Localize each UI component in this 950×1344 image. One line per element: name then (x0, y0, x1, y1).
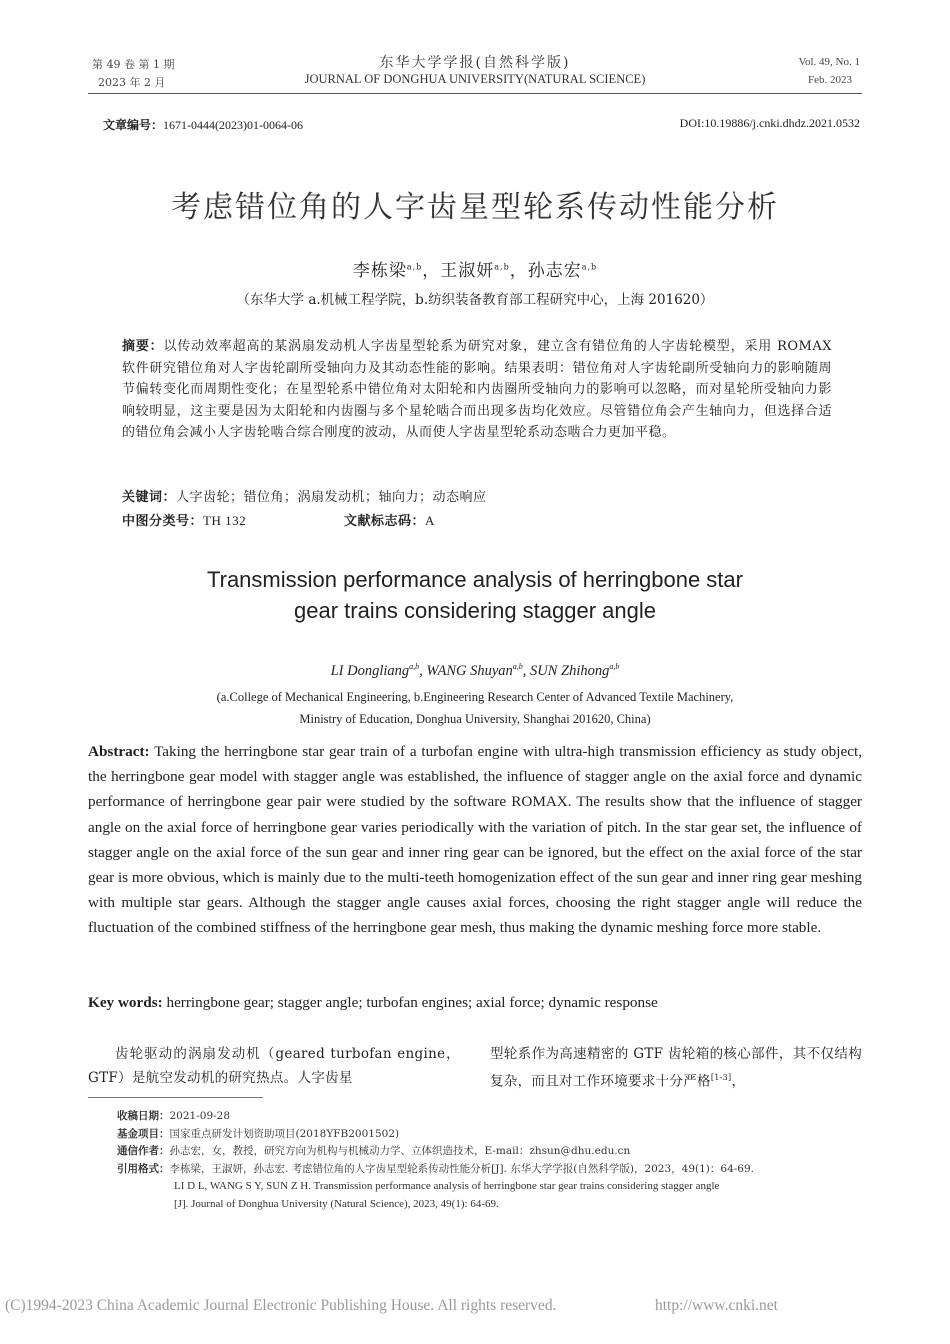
body-right-column: 型轮系作为高速精密的 GTF 齿轮箱的核心部件，其不仅结构复杂，而且对工作环境要求十分严格[1-3]， (490, 1046, 862, 1090)
journal-name-en: JOURNAL OF DONGHUA UNIVERSITY(NATURAL SCIENCE) (304, 72, 646, 86)
journal-name-cn: 东华大学学报(自然科学版) (379, 55, 571, 71)
volume-en: Vol. 49, No. 1 (798, 56, 860, 68)
keywords-en: Key words: herringbone gear; stagger angle; turbofan engines; axial force; dynamic response (88, 994, 658, 1011)
abstract-cn-label: 摘要： (122, 339, 164, 354)
title-en-line2: gear trains considering stagger angle (293, 598, 656, 623)
article-no-label: 文章编号： (103, 118, 164, 132)
page-title: 考虑错位角的人字齿星型轮系传动性能分析 (171, 190, 779, 225)
article-number (103, 116, 303, 133)
author-1: 李栋梁 (352, 261, 407, 281)
volume-issue: 第 49 卷 第 1 期 (92, 58, 175, 71)
affiliation-cn: （东华大学 a.机械工程学院，b.纺织装备教育部工程研究中心，上海 201620） (236, 292, 714, 308)
document-code-cn: 文献标志码：A (344, 513, 435, 529)
abstract-en-label: Abstract: (88, 743, 150, 760)
title-en-line1: Transmission performance analysis of herringbone star (207, 567, 743, 592)
footnote-corresponding: 通信作者：孙志宏，女，教授，研究方向为机构与机械动力学、立体织造技术，E-mail：zhsun@dhu.edu.cn (117, 1145, 631, 1157)
citation-en-line1: LI D L, WANG S Y, SUN Z H. Transmission performance analysis of herringbone star gear trains considering stagger angle (174, 1180, 720, 1192)
abstract-en (88, 739, 862, 941)
date-en: Feb. 2023 (808, 74, 852, 86)
body-left-column: 齿轮驱动的涡扇发动机（geared turbofan engine，GTF）是航空发动机的研究热点。人字齿星 (88, 1046, 460, 1086)
copyright-notice: (C)1994-2023 China Academic Journal Electronic Publishing House. All rights reserved. (5, 1297, 557, 1314)
footnote-citation: 引用格式：李栋梁，王淑妍，孙志宏. 考虑错位角的人字齿星型轮系传动性能分析[J]. 东华大学学报(自然科学版)，2023，49(1)：64-69. (117, 1162, 755, 1175)
affiliation-en: (a.College of Mechanical Engineering, b.Engineering Research Center of Advanced Textile Machinery, Ministry of Education, Donghua University, Shanghai 201620, China) (216, 690, 734, 726)
title-en (0, 564, 950, 626)
footnote-rule (88, 1097, 263, 1098)
article-no-value: 1671-0444(2023)01-0064-06 (163, 118, 303, 132)
author-2: 王淑妍 (440, 261, 495, 281)
keywords-cn: 关键词：人字齿轮；错位角；涡扇发动机；轴向力；动态响应 (122, 490, 487, 505)
citation-en-line2: [J]. Journal of Donghua University (Natural Science), 2023, 49(1): 64-69. (174, 1197, 499, 1210)
header-rule (88, 93, 862, 94)
authors-cn: 李栋梁$^{a,b}$，王淑妍$^{a,b}$，孙志宏$^{a,b}$ (352, 261, 598, 281)
authors-en: LI Dongliang$^{a,b}$, WANG Shuyan$^{a,b}$, SUN Zhihong$^{a,b}$ (330, 662, 620, 679)
abstract-cn-text: 以传动效率超高的某涡扇发动机人字齿星型轮系为研究对象，建立含有错位角的人字齿轮模型，采用 ROMAX 软件研究错位角对人字齿轮副所受轴向力及其动态性能的影响。结果表明：错位角对人字齿轮副所受轴向力的影响随周节偏转变化而周期性变化；在星型轮系中错位角对太阳轮和内齿圈所受轴向力的影响可以忽略，而对星轮所受轴向力影响较明显，这主要是因为太阳轮和内齿圈与多个星轮啮合而出现多齿均化效应。尽管错位角会产生轴向力，但选择合适的错位角会减小人字齿轮啮合综合刚度的波动，从而使人字齿星型轮系动态啮合力更加平稳。 (122, 339, 832, 440)
footnote-funding: 基金项目：国家重点研发计划资助项目(2018YFB2001502) (117, 1127, 400, 1140)
abstract-en-text: Taking the herringbone star gear train of a turbofan engine with ultra-high transmission efficiency as study object, the herringbone gear model with stagger angle was established, the influence of stagger angle on the axial force and dynamic performance of herringbone gear pair were studied by the software ROMAX. The results show that the influence of stagger angle on the axial force of herringbone gear varies periodically with the variation of pitch. In the star gear set, the influence of stagger angle on the axial force of the sun gear and inner ring gear can be ignored, but the effect on the axial force of the star gear is more obvious, which is mainly due to the multi-teeth homogenization effect of the sun gear and inner ring gear meshing with multiple star gears. Although the stagger angle causes axial forces, choosing the right stagger angle will reduce the fluctuation of the combined stiffness of the herringbone gear mesh, thus making the dynamic meshing force more stable. (88, 743, 862, 937)
footnote-received: 收稿日期：2021-09-28 (117, 1110, 231, 1122)
publication-date: 2023 年 2 月 (98, 76, 166, 89)
author-3: 孙志宏 (527, 261, 582, 281)
classification-cn: 中图分类号：TH 132 (122, 513, 247, 529)
footnotes (117, 1108, 862, 1213)
doi: DOI:10.19886/j.cnki.dhdz.2021.0532 (679, 116, 860, 130)
abstract-cn (122, 336, 832, 444)
cnki-link[interactable]: http://www.cnki.net (655, 1297, 778, 1314)
